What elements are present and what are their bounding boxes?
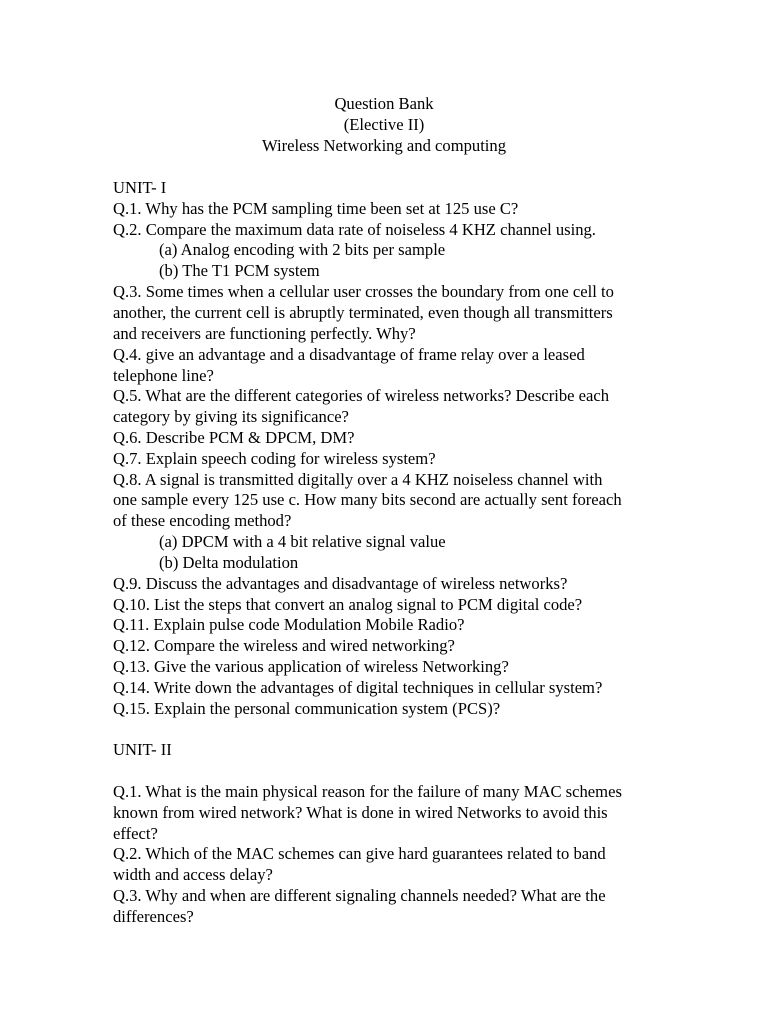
question-line: Q.15. Explain the personal communication system (PCS)? bbox=[113, 699, 501, 718]
question-line: of these encoding method? bbox=[113, 511, 292, 530]
question-line: telephone line? bbox=[113, 366, 214, 385]
question-line: known from wired network? What is done in wired Networks to avoid this bbox=[113, 803, 608, 822]
question-line: Q.12. Compare the wireless and wired networking? bbox=[113, 636, 455, 655]
question-line: Q.1. What is the main physical reason for the failure of many MAC schemes bbox=[113, 782, 622, 801]
question-line: one sample every 125 use c. How many bits second are actually sent foreach bbox=[113, 490, 622, 509]
sub-option-line: (b) The T1 PCM system bbox=[159, 261, 320, 280]
question-line: Q.6. Describe PCM & DPCM, DM? bbox=[113, 428, 355, 447]
question-line: effect? bbox=[113, 824, 158, 843]
question-line: Q.3. Why and when are different signaling channels needed? What are the bbox=[113, 886, 606, 905]
unit-2-heading: UNIT- II bbox=[113, 740, 172, 759]
question-line: Q.10. List the steps that convert an analog signal to PCM digital code? bbox=[113, 595, 583, 614]
question-line: Q.2. Compare the maximum data rate of noiseless 4 KHZ channel using. bbox=[113, 220, 596, 239]
sub-option-line: (a) DPCM with a 4 bit relative signal value bbox=[159, 532, 446, 551]
question-line: another, the current cell is abruptly terminated, even though all transmitters bbox=[113, 303, 613, 322]
question-line: Q.4. give an advantage and a disadvantage of frame relay over a leased bbox=[113, 345, 585, 364]
document-title: Question Bank bbox=[334, 94, 434, 113]
question-line: Q.3. Some times when a cellular user crosses the boundary from one cell to bbox=[113, 282, 614, 301]
question-line: and receivers are functioning perfectly. Why? bbox=[113, 324, 416, 343]
question-line: width and access delay? bbox=[113, 865, 273, 884]
question-line: differences? bbox=[113, 907, 194, 926]
question-line: Q.9. Discuss the advantages and disadvantage of wireless networks? bbox=[113, 574, 568, 593]
subject-title: Wireless Networking and computing bbox=[261, 136, 507, 155]
sub-option-line: (a) Analog encoding with 2 bits per sample bbox=[159, 240, 446, 259]
sub-option-line: (b) Delta modulation bbox=[159, 553, 299, 572]
question-line: Q.2. Which of the MAC schemes can give hard guarantees related to band bbox=[113, 844, 606, 863]
question-line: Q.8. A signal is transmitted digitally over a 4 KHZ noiseless channel with bbox=[113, 470, 603, 489]
question-line: Q.13. Give the various application of wireless Networking? bbox=[113, 657, 509, 676]
elective-label: (Elective II) bbox=[343, 115, 425, 134]
question-line: Q.1. Why has the PCM sampling time been set at 125 use C? bbox=[113, 199, 519, 218]
question-line: Q.5. What are the different categories of wireless networks? Describe each bbox=[113, 386, 610, 405]
question-line: category by giving its significance? bbox=[113, 407, 349, 426]
question-line: Q.14. Write down the advantages of digital techniques in cellular system? bbox=[113, 678, 603, 697]
question-line: Q.11. Explain pulse code Modulation Mobile Radio? bbox=[113, 615, 465, 634]
question-line: Q.7. Explain speech coding for wireless system? bbox=[113, 449, 436, 468]
unit-1-heading: UNIT- I bbox=[113, 178, 167, 197]
